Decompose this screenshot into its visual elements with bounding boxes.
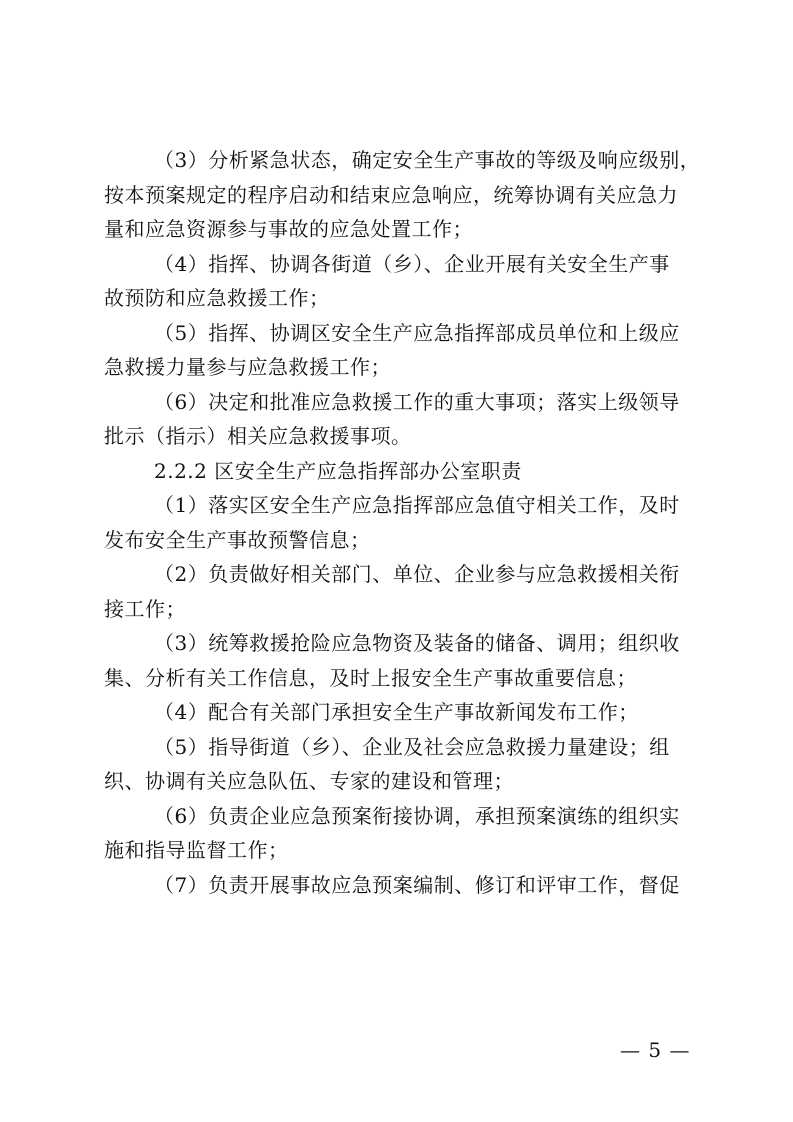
paragraph-line: 按本预案规定的程序启动和结束应急响应，统筹协调有关应急力 [104, 182, 678, 207]
page-number: — 5 — [620, 1038, 691, 1062]
paragraph-line: （6）决定和批准应急救援工作的重大事项；落实上级领导 [154, 389, 680, 414]
paragraph-line: （2）负责做好相关部门、单位、企业参与应急救援相关衔 [154, 562, 680, 586]
paragraph-line: （5）指导街道（乡）、企业及社会应急救援力量建设；组 [154, 734, 670, 759]
paragraph-line: 批示（指示）相关应急救援事项。 [104, 424, 412, 448]
paragraph-line: 急救援力量参与应急救援工作； [104, 355, 391, 379]
paragraph-line: 集、分析有关工作信息，及时上报安全生产事故重要信息； [104, 665, 637, 690]
section-heading: 2.2.2 区安全生产应急指挥部办公室职责 [154, 458, 522, 483]
paragraph-line: （6）负责企业应急预案衔接协调，承担预案演练的组织实 [154, 803, 680, 828]
paragraph-line: 发布安全生产事故预警信息； [104, 527, 371, 552]
paragraph-line: （1）落实区安全生产应急指挥部应急值守相关工作，及时 [154, 493, 680, 517]
body-text [104, 143, 701, 902]
paragraph-line: 织、协调有关应急队伍、专家的建设和管理； [104, 769, 514, 793]
paragraph-line: （3）分析紧急状态，确定安全生产事故的等级及响应级别， [154, 148, 701, 172]
paragraph-line: 施和指导监督工作； [104, 838, 289, 862]
paragraph-line: 接工作； [104, 596, 186, 621]
paragraph-line: （3）统筹救援抢险应急物资及装备的储备、调用；组织收 [154, 631, 680, 655]
paragraph-line: 量和应急资源参与事故的应急处置工作； [104, 217, 473, 241]
paragraph-line: 故预防和应急救援工作； [104, 286, 330, 310]
paragraph-line: （5）指挥、协调区安全生产应急指挥部成员单位和上级应 [154, 320, 680, 345]
paragraph-line: （4）指挥、协调各街道（乡）、企业开展有关安全生产事 [154, 251, 670, 276]
paragraph-line: （4）配合有关部门承担安全生产事故新闻发布工作； [154, 700, 639, 724]
paragraph-line: （7）负责开展事故应急预案编制、修订和评审工作，督促 [154, 872, 680, 897]
